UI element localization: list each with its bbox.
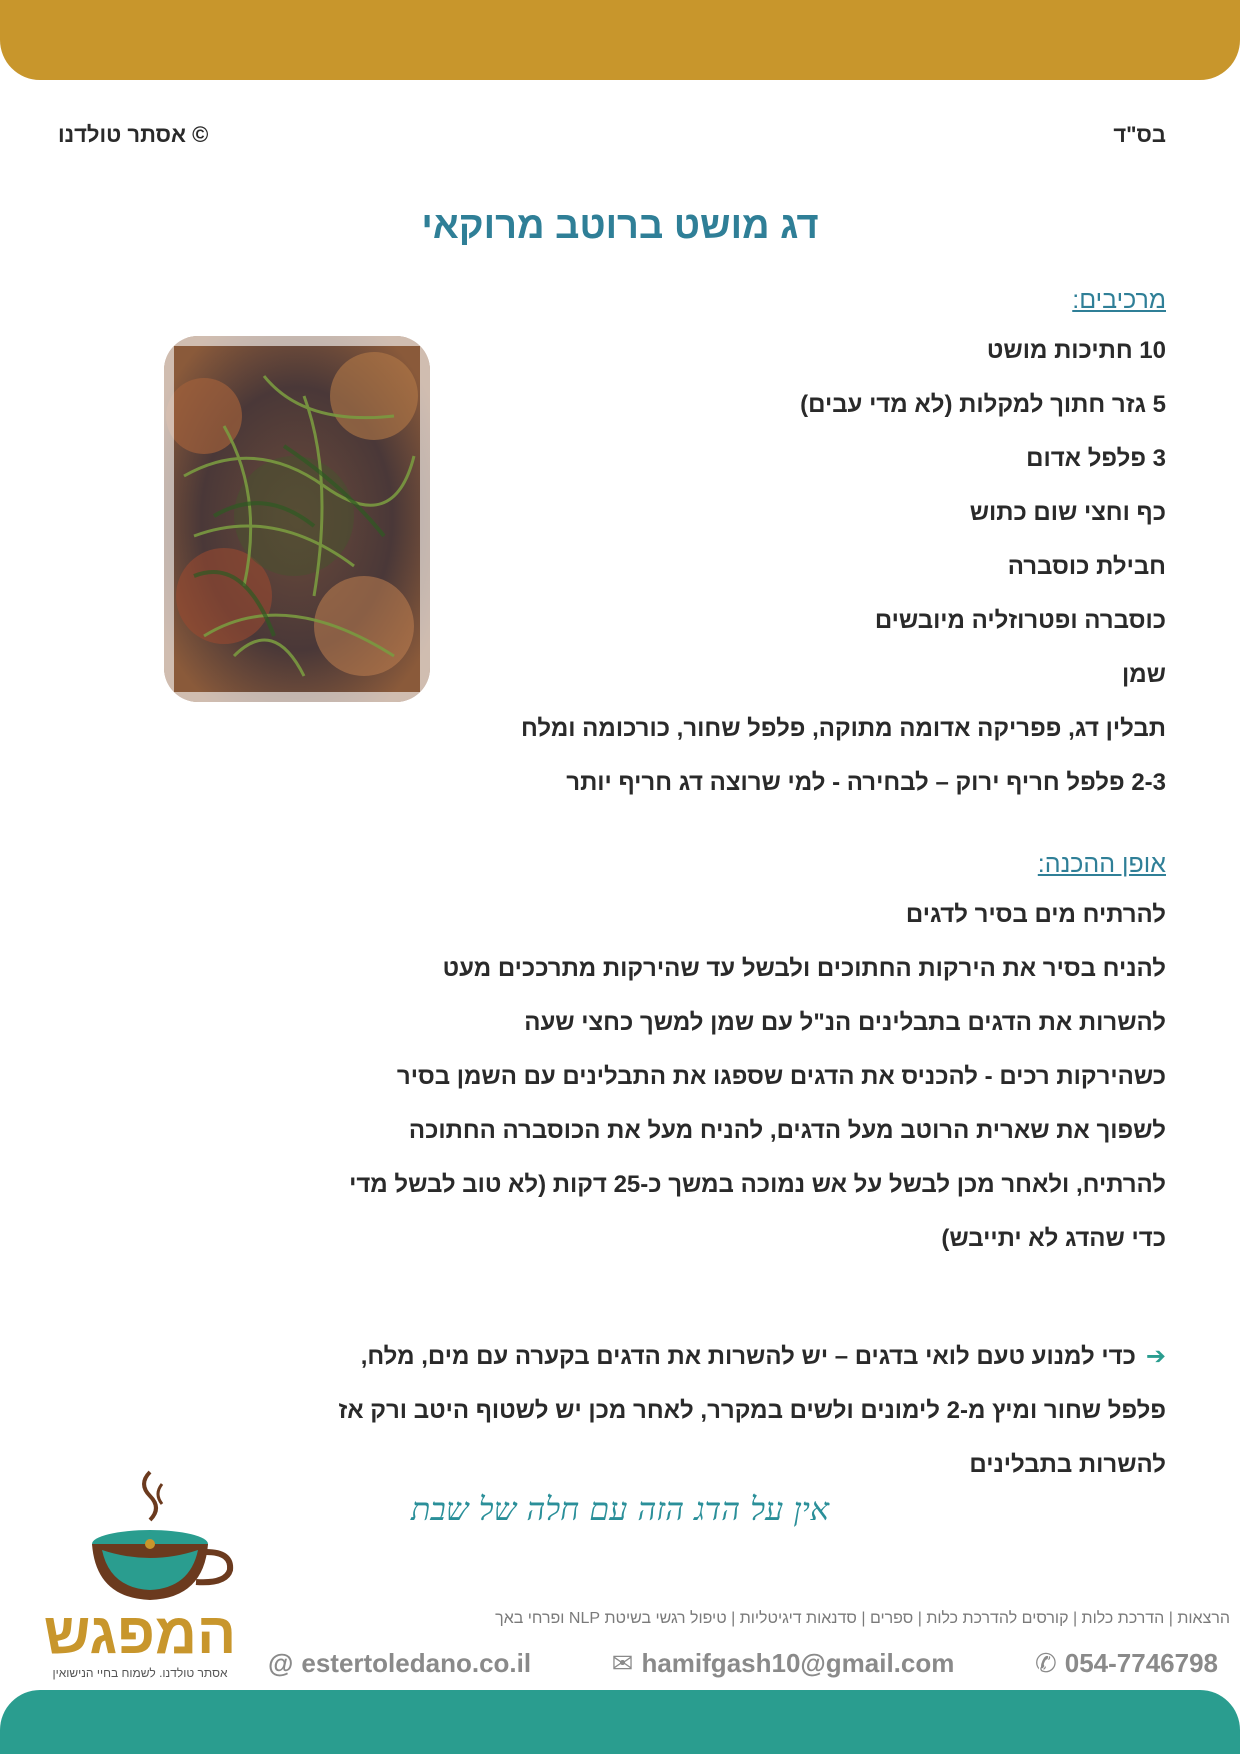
- preparation-step: כדי שהדג לא יתייבש): [941, 1225, 1166, 1252]
- ingredient-item: כוסברה ופטרוזליה מיובשים: [874, 607, 1166, 634]
- phone-contact[interactable]: [1035, 1648, 1218, 1679]
- ingredient-item: 5 גזר חתוך למקלות (לא מדי עבים): [800, 391, 1166, 418]
- email-link[interactable]: hamifgash10@gmail.com: [641, 1648, 955, 1678]
- ingredient-item: 10 חתיכות מושט: [986, 337, 1166, 364]
- envelope-icon: ✉: [611, 1648, 634, 1678]
- website-contact[interactable]: [268, 1648, 531, 1679]
- phone-number[interactable]: 054-7746798: [1064, 1648, 1218, 1678]
- ingredient-item: תבלין דג, פפריקה אדומה מתוקה, פלפל שחור, כורכומה ומלח: [521, 715, 1166, 742]
- preparation-step: להרתיח, ולאחר מכן לבשל על אש נמוכה במשך כ-25 דקות (לא טוב לבשל מדי: [349, 1171, 1166, 1198]
- copyright-author: © אסתר טולדנו: [58, 122, 209, 147]
- recipe-title: דג מושט ברוטב מרוקאי: [421, 205, 819, 247]
- ingredient-item: חבילת כוסברה: [1007, 553, 1166, 580]
- bsd-header: בס"ד: [1113, 122, 1166, 147]
- arrow-left-icon: ➔: [1145, 1343, 1166, 1370]
- top-decorative-band: [0, 0, 1240, 80]
- logo-tagline: אסתר טולדנו. לשמוח בחיי הנישואין: [52, 1666, 228, 1680]
- preparation-step: להשרות את הדגים בתבלינים הנ"ל עם שמן למשך כחצי שעה: [524, 1009, 1166, 1036]
- ingredient-item: 2-3 פלפל חריף ירוק – לבחירה - למי שרוצה דג חריף יותר: [566, 769, 1166, 796]
- bottom-decorative-band: [0, 1690, 1240, 1754]
- services-list: הרצאות | הדרכת כלות | קורסים להדרכת כלות | ספרים | סדנאות דיגיטליות | טיפול רגשי בשיטת NLP ופרחי באך: [495, 1610, 1230, 1627]
- ingredient-item: 3 פלפל אדום: [1026, 445, 1166, 472]
- preparation-step: להניח בסיר את הירקות החתוכים ולבשל עד שהירקות מתרככים מעט: [442, 955, 1166, 982]
- email-contact[interactable]: [612, 1648, 955, 1679]
- phone-icon: ✆: [1034, 1648, 1057, 1678]
- at-icon: @: [268, 1648, 294, 1678]
- logo-name: המפגש: [43, 1601, 237, 1666]
- preparation-section: [86, 840, 1166, 1266]
- tip-text: כדי למנוע טעם לואי בדגים – יש להשרות את הדגים בקערה עם מים, מלח,: [360, 1343, 1136, 1370]
- preparation-step: להרתיח מים בסיר לדגים: [905, 901, 1166, 928]
- preparation-heading: אופן ההכנה:: [1037, 850, 1166, 878]
- ingredient-item: כף וחצי שום כתוש: [969, 499, 1166, 526]
- ingredients-heading: מרכיבים:: [1072, 286, 1166, 314]
- ingredient-item: שמן: [1122, 661, 1166, 688]
- contact-bar: [268, 1648, 1218, 1679]
- preparation-step: לשפוך את שארית הרוטב מעל הדגים, להניח מעל את הכוסברה החתוכה: [408, 1117, 1166, 1144]
- tip-line: [66, 1330, 1166, 1384]
- handwritten-note: אין על הדג הזה עם חלה של שבת: [410, 1490, 830, 1528]
- preparation-step: כשהירקות רכים - להכניס את הדגים שספגו את התבלינים עם השמן בסיר: [396, 1063, 1166, 1090]
- tip-line: להשרות בתבלינים: [969, 1451, 1166, 1478]
- fish-dish-photo: [164, 336, 430, 702]
- website-link[interactable]: estertoledano.co.il: [301, 1648, 532, 1678]
- tip-line: פלפל שחור ומיץ מ-2 לימונים ולשים במקרר, לאחר מכן יש לשטוף היטב ורק אז: [338, 1397, 1166, 1424]
